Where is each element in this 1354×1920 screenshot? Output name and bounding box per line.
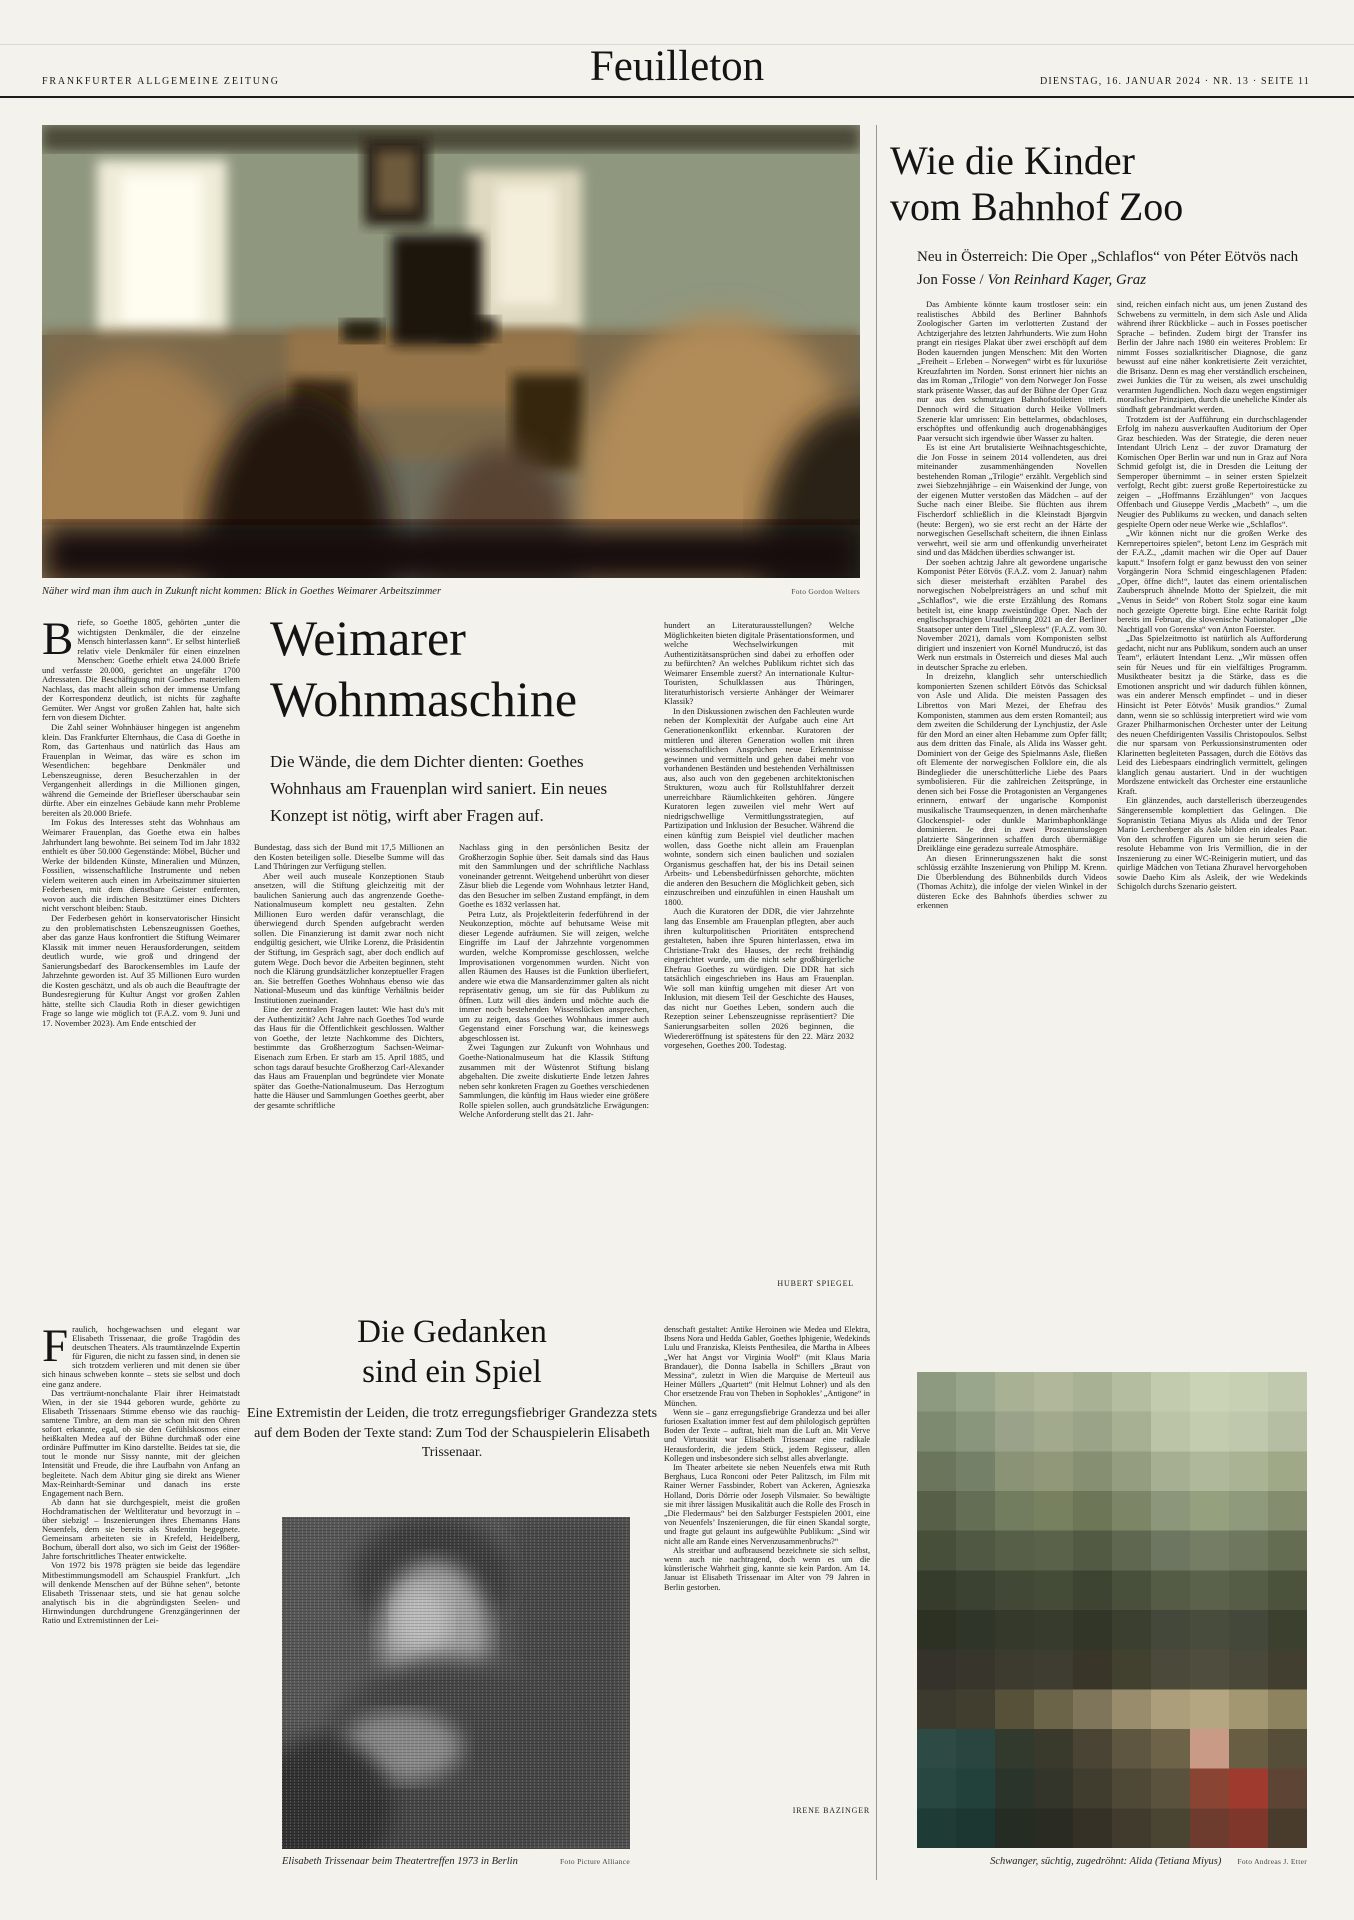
oper-byline: Von Reinhard Kager, Graz [987, 272, 1147, 288]
masthead-name: FRANKFURTER ALLGEMEINE ZEITUNG [42, 76, 280, 87]
main-photo-caption: Näher wird man ihm auch in Zukunft nicht kommen: Blick in Goethes Weimarer Arbeitszimmer [42, 586, 442, 597]
weimarer-left-column: Briefe, so Goethe 1805, gehörten „unter die wichtigsten Denkmäler, die der einzelne Mensch hinterlassen kann“. Er selbst hinterließ relativ viele Denkmäler für einen einzelnen Menschen: Goethe erhielt etwa 24.000 Briefe und verfasste 20.000, gerichtet an ungefähr 1700 Adressaten. Die Beschäftigung mit Goethes materiellem Nachlass, das macht allein schon der immense Umfang der Korrespondenz deutlich, ist nichts für zaghafte Gemüter. Wer Angst vor großen Zahlen hat, halte sich fern von diesem Dichter. Die Zahl seiner Wohnhäuser hingegen ist angenehm klein. Das Frankfurter Elternhaus, die Casa di Goethe in Rom, das Gartenhaus und natürlich das Haus am Frauenplan in Weimar, das wäre es schon im Wesentlichen: begehbare Denkmäler und Lebenszeugnisse, deren Besucherzahlen in der Vergangenheit allerdings in die Millionen gingen, während die Gemeinde der Briefleser überschaubar sein dürfte. Aber ein einzelnes Gebäude kann mehr Probleme bereiten als 20.000 Briefe. Im Fokus des Interesses steht das Wohnhaus am Weimarer Frauenplan, das Goethe etwa ein halbes Jahrhundert lang bewohnte. Bei seinem Tod im Jahr 1832 enthielt es über 50.000 Gegenstände: Möbel, Bücher und Werke der bildenden Künste, Mineralien und Münzen, Fossilien, wissenschaftliche Instrumente und neben vielem weiteren auch einen im Arbeitszimmer situierten Federbesen, mit dem dienstbare Geister entfernten, wovon auch die irdischen Besitztümer eines Dichters nicht verschont bleiben: Staub. Der Federbesen gehört in konservatorischer Hinsicht zu den problematischsten Lebenszeugnissen Goethes, aber das ganze Haus konfrontiert die Stiftung Weimarer Klassik mit immer neuen Herausforderungen, seitdem deutlich wurde, wie groß und dringend der Sanierungsbedarf des Barockensembles im Laufe der Jahrzehnte geworden ist. Auf 35 Millionen Euro wurden die Kosten geschätzt, und als ob auch die Beauftragte der Bundesregierung für Kultur Angst vor großen Zahlen hätte, stellte sich Claudia Roth in dieser gewichtigen Frage so lange wie möglich tot (F.A.Z. vom 9. Juni und 17. November 2023). Am Ende entschied der [42, 618, 240, 1028]
oper-photo-caption-row [917, 1856, 1307, 1867]
gedanken-author: IRENE BAZINGER [792, 1806, 870, 1815]
gedanken-left-column: Fraulich, hochgewachsen und elegant war Elisabeth Trissenaar, die große Tragödin des deutschen Theaters. Als traumtänzelnde Expertin für Figuren, die nicht zu fassen sind, in denen sie sich trotzdem verlieren und mit denen sie über sich hinaus schweben konnte – stets sie selbst und doch eine ganz andere. Das verträumt-nonchalante Flair ihrer Heimatstadt Wien, in der sie 1944 geboren wurde, gehörte zu Elisabeth Trissenaars Stimme ebenso wie das rauchig-samtene Timbre, an dem man sie schon mit den Ohren sofort erkannte, egal, ob sie den Gefühlskosmos einer heißkalten Medea auf der Bühne durchmaß oder eine ordinäre Puffmutter im Kino darstellte. Beides tat sie, die tout le monde nur Sissy nannte, mit der gleichen Intensität und Freude, die ihre Laufbahn von Anfang an begleitete. Nach dem Abitur ging sie direkt ans Wiener Max-Reinhardt-Seminar und danach ins erste Engagement nach Bern. Ab dann hat sie durchgespielt, meist die großen Hochdramatischen der Weltliteratur und bevorzugt in – über siebzig! – Inszenierungen ihres Ehemanns Hans Neuenfels, dem sie bereits als Studentin begegnete. Gemeinsam arbeiteten sie in Krefeld, Heidelberg, Bochum, überall dort also, wo sich im Geist der 1968er-Jahre fortschrittliches Theater entwickelte. Von 1972 bis 1978 prägten sie beide das legendäre Mitbestimmungsmodell am Schauspiel Frankfurt. „Ich will denkende Menschen auf der Bühne sehen“, betonte Elisabeth Trissenaar stets, und sie hat genau solche analytisch bis in die abgründigsten Seelen- und Hirnwindungen durchdrungene Grenzgängerinnen der Ratio und Extremistinnen der Lei- [42, 1325, 240, 1625]
header-rule [0, 96, 1354, 98]
weimarer-column-b: Nachlass ging in den persönlichen Besitz der Großherzogin Sophie über. Seit damals sind das Haus mit den Sammlungen und der schriftliche Nachlass voneinander getrennt. Weitgehend unberührt von dieser Zäsur blieb die Legende vom Wohnhaus letzter Hand, das den Besucher im selben Zustand empfängt, in dem Goethe es 1832 verlassen hat. Petra Lutz, als Projektleiterin federführend in der Neukonzeption, möchte auf behutsame Weise mit dieser Legende aufräumen. Sie will zeigen, welche Eingriffe im Lauf der Jahrzehnte vorgenommen wurden, welche Kompromisse geschlossen, welche Improvisationen vorgenommen wurden. Nicht von allen Räumen des Hauses ist die Funktion überliefert, andere wie etwa die Mansardenzimmer galten als nicht repräsentativ genug, um sie für das Publikum zu öffnen. Lutz will dies ändern und möchte auch die immer noch bestehenden Wissenslücken ansprechen, um zu zeigen, dass Goethes Wohnhaus immer auch Gegenstand einer Forschung war, die keineswegs abgeschlossen ist. Zwei Tagungen zur Zukunft von Wohnhaus und Goethe-Nationalmuseum hat die Klassik Stiftung zusammen mit der Wüstenrot Stiftung bislang abgehalten. Die zweite diskutierte Ende letzen Jahres neben sehr konkreten Fragen zu Goethes verschiedenen Sammlungen, die künftig im Haus wieder eine größere Rolle spielen sollen, auch grundsätzliche Erwägungen: Welche Anforderung stellt das 21. Jahr- [459, 843, 649, 1120]
gedanken-photo-caption-row [282, 1856, 630, 1867]
section-title: Feuilleton [589, 43, 765, 90]
weimarer-article-subtitle: Die Wände, die dem Dichter dienten: Goethes Wohnhaus am Frauenplan wird saniert. Ein neues Konzept ist nötig, wirft aber Fragen auf. [270, 752, 608, 825]
weimarer-column-a: Bundestag, dass sich der Bund mit 17,5 Millionen an den Kosten beteiligen solle. Dieselbe Summe will das Land Thüringen zur Verfügung stellen. Aber weil auch museale Konzeptionen Staub ansetzen, will die Stiftung gleichzeitig mit der baulichen Sanierung auch das angrenzende Goethe-Nationalmuseum komplett neu gestalten. Zehn Millionen Euro werden dafür veranschlagt, die überwiegend durch Spenden aufgebracht werden sollen. Die Finanzierung ist damit zwar noch nicht endgültig gesichert, wie Ulrike Lorenz, die Präsidentin der Stiftung, im Gespräch sagt, aber doch endlich auf gutem Wege. Doch bevor die Arbeiten beginnen, steht noch die Klärung grundsätzlicher konzeptueller Fragen an. Sie betreffen Goethes Wohnhaus ebenso wie das National-Museum und das künftige Verhältnis beider Institutionen zueinander. Eine der zentralen Fragen lautet: Wie hast du's mit der Authentizität? Acht Jahre nach Goethes Tod wurde das Haus für die Öffentlichkeit geschlossen. Walther von Goethe, der letzte Nachkomme des Dichters, bestimmte das Großherzogtum Sachsen-Weimar-Eisenach zum Erben. Er starb am 15. April 1885, und schon tags darauf besuchte Großherzog Carl-Alexander das Haus am Frauenplan und begründete vier Monate später das Goethe-Nationalmuseum. Das Herzogtum hatte die Häuser und Sammlungen Goethes geerbt, aber der gesamte schriftliche [254, 843, 444, 1110]
gedanken-photo-credit: Foto Picture Alliance [559, 1857, 630, 1866]
oper-photo-alida [917, 1372, 1307, 1848]
gedanken-article-subtitle: Eine Extremistin der Leiden, die trotz erregungsfiebriger Grandezza stets auf dem Boden der Texte stand: Zum Tod der Schauspielerin Elisabeth Trissenaar. [246, 1406, 658, 1460]
oper-column-1: Das Ambiente könnte kaum trostloser sein: ein realistisches Abbild des Berliner Bahnhofs Zoologischer Garten im verlotterten Zustand der Achtzigerjahre des letzten Jahrhunderts. Wie zum Hohn prangt ein riesiges Plakat über zwei erschöpft auf dem Boden kauernden jungen Menschen: Mit den Worten „Freiheit – Erleben – Norwegen“ wirbt es für luxuriöse Kreuzfahrten im Norden. Sonst erinnert hier nichts an das im Roman „Trilogie“ von dem Norweger Jon Fosse stark präsente Wasser, das auf der Bühne der Oper Graz nur aus den schmutzigen Bahnhofstoiletten trieft. Dennoch wird die Situation durch Heike Vollmers Szenerie klar umrissen: Ein bettelarmes, obdachloses, erschöpftes und offenkundig auch drogenabhängiges Paar versucht sich irgendwie über Wasser zu halten. Es ist eine Art brutalisierte Weihnachtsgeschichte, die Jon Fosse in seinem 2014 vollendeten, aus drei miteinander zusammenhängenden Novellen bestehenden Roman „Trilogie“ erzählt. Vergeblich sind zwei Siebzehnjährige – ein Waisenkind der Junge, von der eigenen Mutter verstoßen das Mädchen – auf der Suche nach einer Bleibe. Sie flüchten aus ihrem Fischerdorf schließlich in die Kleinstadt Bjørgvin (heute: Bergen), wo sie erst recht an der Härte der norwegischen Gesellschaft scheitern, die ihnen Einlass verwehrt, weil sie arm und offenkundig unverheiratet sind und das Mädchen überdies schwanger ist. Der soeben achtzig Jahre alt gewordene ungarische Komponist Péter Eötvös (F.A.Z. vom 2. Januar) nahm sich dieser meisterhaft erzählten Parabel des norwegischen Nobelpreisträgers an und schuf mit „Schlaflos“, wie die erste Erzählung des Romans betitelt ist, eine knapp zweistündige Oper. Nach der englischsprachigen Uraufführung 2021 an der Berliner Staatsoper unter dem Titel „Sleepless“ (F.A.Z. vom 30. November 2021), damals vom Komponisten selbst dirigiert und inszeniert von Kornél Mundruczó, ist das Werk nun erstmals in Österreich und dieses Mal auch in deutscher Sprache zu erleben. In dreizehn, klanglich sehr unterschiedlich komponierten Szenen schildert Eötvös das Schicksal von Asle und Alida. Die meisten Passagen des Librettos von Mari Mezei, der Ehefrau des Komponisten, stammen aus dem ersten Romanteil; aus dem zweiten die Schilderung der Lynchjustiz, der Asle für den Mord an einer alten Hebamme zum Opfer fällt; aus dem dritten das Finale, als Alida ins Wasser geht. Dominiert von der Geige des Spielmanns Asle, fließen oft Elemente der norwegischen Folklore ein, die als Bindeglieder die unerschütterliche Liebe des Paars symbolisieren. Für die zahlreichen Zeitsprünge, in denen sich bei Fosse die Protagonisten an Vergangenes erinnern, entwarf der ungarische Komponist musikalische Traumsequenzen, in denen märchenhafte Glockenspiel- oder dunkle Marimbaphonklänge dominieren. Je drei in zwei Proszeniumslogen platzierte Sängerinnen schaffen durch übermäßige Dreiklänge eine geradezu surreale Atmosphäre. An diesen Erinnerungsszenen hakt die sonst schlüssig erzählte Inszenierung von Philipp M. Krenn. Die Überblendung des Bühnenbilds durch Videos (Thomas Achitz), die infolge der vielen Winkel in der düsteren Ecke des Bahnhofs überdies schwer zu erkennen [917, 300, 1107, 911]
main-photo-caption-row [42, 586, 860, 597]
main-photo-goethe-study [42, 125, 860, 578]
gedanken-article-title: Die Gedanken sind ein Spiel [357, 1314, 547, 1390]
oper-article-subtitle: Neu in Österreich: Die Oper „Schlaflos“ von Péter Eötvös nach Jon Fosse / Von Reinhard Kager, Graz [917, 249, 1299, 288]
column-rule [876, 125, 877, 1880]
main-photo-credit: Foto Gordon Welters [791, 587, 860, 596]
gedanken-photo-caption: Elisabeth Trissenaar beim Theatertreffen 1973 in Berlin [282, 1856, 518, 1867]
oper-article-title: Wie die Kinder vom Bahnhof Zoo [890, 138, 1184, 229]
weimarer-article-title: Weimarer Wohnmaschine [270, 610, 578, 727]
weimarer-author: HUBERT SPIEGEL [777, 1279, 854, 1288]
weimarer-column-c: hundert an Literaturausstellungen? Welche Möglichkeiten bieten digitale Präsentationsformen, und welche Wechselwirkungen mit Authentizitätsansprüchen sind dabei zu erhoffen oder zu befürchten? An welches Publikum richtet sich das Weimarer Ensemble zuerst? An internationale Kultur-Touristen, Schulklassen aus Thüringen, literaturhistorisch versierte Anhänger der Weimarer Klassik? In den Diskussionen zwischen den Fachleuten wurde neben der Komplexität der Aufgabe auch eine Art Generationenkonflikt erkennbar. Kuratoren der mittleren und älteren Generation wollen mit ihren wissenschaftlichen Ansprüchen neue Erkenntnisse gewinnen und vermitteln und gehen dabei mehr von vorhandenen Beständen und bestehenden Verhältnissen aus, also auch von den gegebenen architektonischen Strukturen, wozu auch für Rollstuhlfahrer derzeit unerreichbare Räumlichkeiten gehören. Jüngere Kuratoren legen zuweilen viel mehr Wert auf niedrigschwellige Vermittlungsstrategien, auf Partizipation und Inklusion der Besucher. Während die einen künftig zum Beispiel viel deutlicher machen wollen, dass Goethe nicht allein am Frauenplan wohnte, sondern sich einen baulichen und sozialen Organismus geschaffen hat, der bis ins Detail seinen Arbeits- und Lebensbedürfnissen gehorchte, möchten die anderen den Besuchern die Möglichkeit geben, sich einzuschreiben und einzufühlen in einen Haushalt um 1800. Auch die Kuratoren der DDR, die vier Jahrzehnte lang das Ensemble am Frauenplan pflegten, aber auch ihren kulturpolitischen Prioritäten entsprechend gestalteten, haben ihre Spuren hinterlassen, etwa im Christiane-Trakt des Hauses, der recht freihändig eingerichtet wurde, um die nicht sehr großbürgerliche Ehefrau Goethes zu würdigen. Die DDR hat sich tatsächlich eingeschrieben ins Haus am Frauenplan. Wie soll man künftig umgehen mit dieser Art von Inklusion, mit diesem Teil der Geschichte des Hauses, das nicht nur Goethes Leben, sondern auch die Rezeption seiner Lebenszeugnisse repräsentiert? Die Sanierungsarbeiten sollen 2026 beginnen, die Wiedereröffnung ist spätestens für den 22. März 2032 vorgesehen, Goethes 200. Todestag. [664, 621, 854, 1051]
gedanken-photo-trissenaar [282, 1517, 630, 1849]
oper-photo-credit: Foto Andreas J. Etter [1237, 1857, 1307, 1866]
oper-column-2: sind, reichen einfach nicht aus, um jenen Zustand des Schwebens zu vermitteln, in dem sich Asle und Alida während ihrer Rückblicke – auch in Fosses poetischer Sprache – befinden. Zudem birgt der Transfer ins Berlin der Jahre nach 1980 ein weiteres Problem: Er nimmt Fosses sozialkritischer Diagnose, die ganz bewusst auf eine näher konkretisierte Zeit verzichtet, die Brisanz. Denn es mag eher verständlich erscheinen, zwei Junkies die Tür zu weisen, als zwei unschuldig verarmten Jugendlichen. Noch dazu wegen engstirniger moralischer Prinzipien, durch die uneheliche Kinder als sündhaft gebrandmarkt werden. Trotzdem ist der Aufführung ein durchschlagender Erfolg im nahezu ausverkauften Auditorium der Oper Graz beschieden. Was der Strategie, die deren neuer Intendant Ulrich Lenz – der zuvor Dramaturg der Komischen Oper Berlin war und nun in Graz auf Nora Schmid gefolgt ist, die in Dresden die Leitung der Semperoper übernimmt – in seiner ersten Spielzeit verfolgt, Recht gibt: zuerst große Repertoirestücke zu zeigen – „Hoffmanns Erzählungen“ von Jacques Offenbach und Giuseppe Verdis „Macbeth“ –, um die Neugier des Publikums zu wecken, und danach selten gespielte Opern oder neue Werke wie „Schlaflos“. „Wir können nicht nur die großen Werke des Kernrepertoires spielen“, betont Lenz im Gespräch mit der F.A.Z., „damit machen wir die Oper auf Dauer kaputt.“ Insofern folgt er ganz bewusst den von seiner Vorgängerin Nora Schmid eingeschlagenen Pfaden: „Oper, öffne dich!“, lautet das einem orientalischen Zauberspruch ähnelnde Motto der Spielzeit, die mit „Venus in Seide“ von Robert Stolz sogar eine kaum noch gezeigte Operette birgt. Eine echte Rarität folgt bereits im Februar, die slowenische Nationaloper „Die Nachtigall von Gorenska“ von Anton Foerster. „Das Spielzeitmotto ist natürlich als Aufforderung gedacht, nicht nur ans Publikum, sondern auch an unser Team“, erläutert Intendant Lenz. „Wir müssen offen sein für Neues und für ein vielfältiges Programm. Musiktheater besitzt ja die Stärke, dass es die Emotionen anspricht und wir dadurch fühlen können, was ein anderer Mensch empfindet – und in dieser Hinsicht ist Peter Eötvös’ Musik grandios.“ Zumal dann, wenn sie so schlüssig interpretiert wird wie vom Grazer Philharmonischen Orchester unter der Leitung des neuen Chefdirigenten Vassilis Christopoulos. Selbst die nur sparsam von Perkussionsinstrumenten oder Klarinetten begleiteten Passagen, durch die Eötövs das Leid des Liebespaars eindringlich vermittelt, gelingen klanglich genau austariert. Und in der wuchtigen Mordszene entwickelt das Orchester eine erstaunliche Kraft. Ein glänzendes, auch darstellerisch überzeugendes Sängerensemble komplettiert das Gelingen. Die Sopranistin Tetiana Miyus als Alida und der Tenor Mario Lerchenberger als Asle bilden ein ideales Paar. Von den schroffen Figuren um sie herum seien die resolute Hebamme von Iris Vermillion, die in der Inszenierung zu einer WC-Reinigerin mutiert, und das quirlige Mädchen von Tetiana Zhuravel hervorgehoben sowie Daeho Kim als Asleik, der wie Wedekinds Schigolch durchs Szenario geistert. [1117, 300, 1307, 892]
gedanken-cont-column: denschaft gestaltet: Antike Heroinen wie Medea und Elektra, Ibsens Nora und Hedda Gabler, Goethes Iphigenie, Wedekinds Lulu und Franziska, Kleists Penthesilea, die Martha in Albees „Wer hat Angst vor Virginia Woolf“ (mit Klaus Maria Brandauer), die Donna Isabella in Schillers „Braut von Messina“, zuletzt in Wien die Marquise de Merteuil aus Heiner Müllers „Quartett“ (mit Helmut Lohner) und als den Chor ersetzende Frau von Theben in Sophokles’ „Antigone“ in München. Wenn sie – ganz erregungsfiebrige Grandezza und bei aller furiosen Exaltation immer fest auf dem philologisch geprüften Boden der Texte – auftrat, hielt man die Luft an. Mit Verve und Virtuosität war Elisabeth Trissenaar eine radikale Herausforderin, die jedem Stück, jedem Regisseur, allen Kollegen und insbesondere sich selbst alles abverlangte. Im Theater arbeitete sie neben Neuenfels etwa mit Ruth Berghaus, Luca Ronconi oder Peter Palitzsch, im Film mit Rainer Werner Fassbinder, Robert van Ackeren, Agnieszka Holland, Doris Dörrie oder Joseph Vilsmaier. So bewältigte sie mit ihrer lässigen Musikalität auch die Rolle des Frosch in „Die Fledermaus“ bei den Salzburger Festspielen 2001, eine von Neuenfels’ Inszenierungen, die für einen Skandal sorgte, und fragte gut gelaunt ins aufgewühlte Publikum: „Sind wir nicht alle am Rande eines Nervenzusammenbruchs?“ Als streitbar und aufbrausend bezeichnete sie sich selbst, wenn auch nie nachtragend, doch wenn es um die künstlerische Wahrheit ging, kannte sie kein Pardon. Am 14. Januar ist Elisabeth Trissenaar im Alter von 79 Jahren in Berlin gestorben. [664, 1325, 870, 1592]
dateline: DIENSTAG, 16. JANUAR 2024 · NR. 13 · SEITE 11 [1039, 76, 1310, 87]
oper-photo-caption: Schwanger, süchtig, zugedröhnt: Alida (Tetiana Miyus) [990, 1856, 1222, 1867]
